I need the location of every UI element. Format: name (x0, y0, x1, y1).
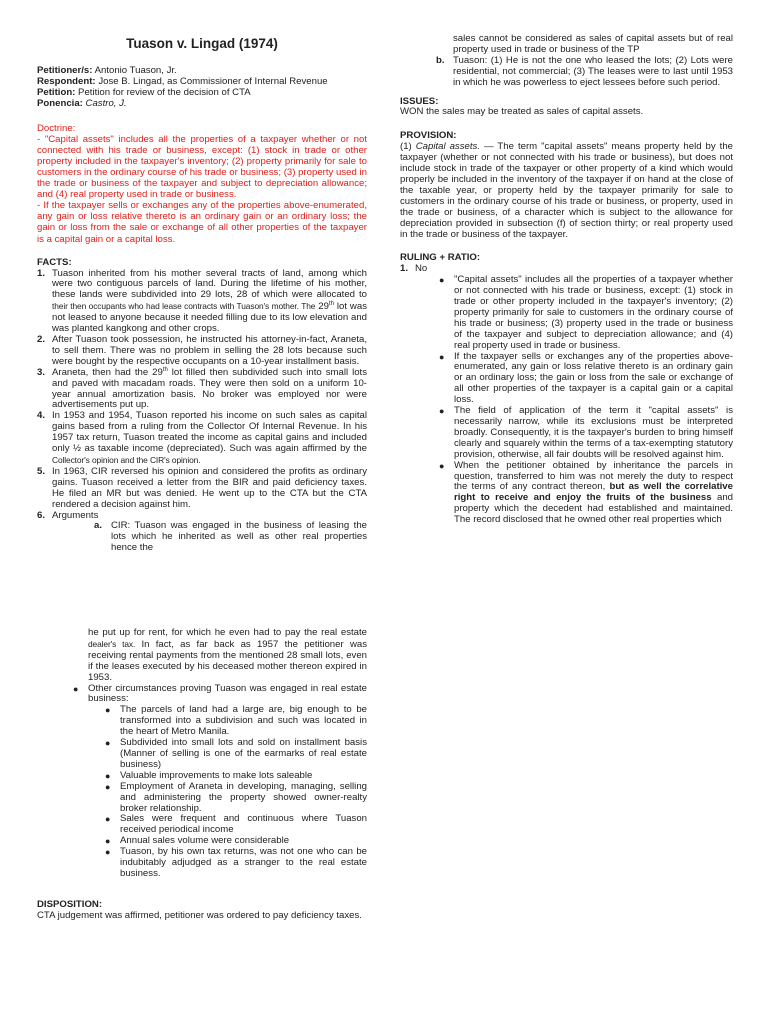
disposition-section (37, 900, 367, 922)
petition-line: Petition: Petition for review of the decision of CTA (37, 86, 251, 98)
fact-item-6: 6. Arguments a. CIR: Tuason was engaged in the business of leasing the lots which he inherited as well as other real properties hence the (37, 509, 367, 554)
petitioner-line: Petitioner/s: Antonio Tuason, Jr. (37, 65, 177, 76)
provision-text: (1) Capital assets. — The term "capital assets" means property held by the taxpayer (whether or not connected with his trade or business), but does not include stock in trade of the taxpayer or other property of a kind which would properly be included in the inventory of the taxpayer if on hand at the close of the taxable year, or property held by the taxpayer primarily for sale to customers in the ordinary course of his trade or business, or property, used in the trade or business, of a character which is subject to the allowance for depreciation provided in subsection (f) of section thirty; or real property used in the trade or business of the taxpayer. (400, 141, 734, 240)
argument-b: b. Tuason: (1) He is not the one who leased the lots; (2) Lots were residential, not commercial; (3) The leases were to last until 1953 in which he was powerless to eject lessees before such period. (436, 54, 733, 88)
argument-a-continued: sales cannot be considered as sales of capital assets but of real property used in trade or business of the TP (453, 33, 733, 55)
doctrine-para-1: - "Capital assets" includes all the properties of a taxpayer whether or not connected with his trade or business, except: (1) stock in trade or other property included in the taxpayer's inventory; (2) property primarily for sale to customers in the ordinary course of his trade or business; (3) property used in the trade or business of the taxpayer and subject to depreciation allowance; and (4) real property used in trade or business. (37, 133, 367, 201)
ruling-bullet: ● "Capital assets" includes all the properties of a taxpayer whether or not connected with his trade or business, except: (1) stock in trade or other property included in the taxpayer's inventory; (2) property primarily for sale to customers in the ordinary course of his trade or business; (3) property used in the trade or business of the taxpayer and subject to depreciation allowance; and (4) real property used in trade or business. (439, 274, 733, 351)
fact-item-1: 1. Tuason inherited from his mother several tracts of land, among which were two contiguous parcels of land. During the lifetime of his mother, these lands were subdivided into 29 lots, 28 of which were allocated to their then occupants who had lease contracts with Tuason's mother. The 29th lot was not leased to anyone because it needed filling due to its low elevation and was planted kangkong and other crops. (37, 267, 367, 335)
provision-section (400, 131, 733, 240)
issues-text: WON the sales may be treated as sales of capital assets. (400, 106, 644, 118)
respondent-line: Respondent: Jose B. Lingad, as Commissioner of Internal Revenue (37, 75, 328, 87)
issues-section (400, 97, 733, 119)
circumstance-item: ● Sales were frequent and continuous where Tuason received periodical income (105, 813, 367, 836)
ruling-item-1: 1. No ● "Capital assets" includes all the properties of a taxpayer whether or not connected with his trade or business, except: (1) stock in trade or other property included in the taxpayer's inventory; (2) property primarily for sale to customers in the ordinary course of his trade or business; (3) property used in the trade or business of the taxpayer and subject to depreciation allowance; and (4) real property used in trade or business. ● If the taxpayer sells or exchanges any of the properties above-enumerated, any gain or loss relative thereto is an ordinary gain or an ordinary loss; the gain or loss from the sale or exchange of all other properties of the taxpayer is a capital gain or a capital loss. ● The field of application of the term it "capital assets" is necessarily narrow, while its exclusions must be interpreted broadly. Consequently, it is the taxpayer's burden to bring himself clearly and squarely within the terms of a tax-exempting statutory provision, otherwise, all fair doubts will be resolved against him. ● When the petitioner obtained by inheritance the parcels in question, transferred to him was not merely the duty to respect the terms of any contract thereon, but as well the correlative right to receive and enjoy the fruits of the business and property which the decedent had established and maintained. The record disclosed that he owned other real properties which (400, 263, 733, 526)
circumstance-item: ● Tuason, by his own tax returns, was not one who can be indubitably adjudged as a stranger to the real estate business. (105, 846, 367, 879)
left-column (37, 36, 367, 554)
ruling-bullet: ● If the taxpayer sells or exchanges any of the properties above-enumerated, any gain or loss relative thereto is an ordinary gain or an ordinary loss; the gain or loss from the sale or exchange of all other properties of the taxpayer is a capital gain or a capital loss. (439, 350, 733, 406)
ruling-section (400, 253, 733, 526)
page2-left-column (37, 628, 367, 922)
fact-item-4: 4. In 1953 and 1954, Tuason reported his income on such sales as capital gains based from a ruling from the Collector Of Internal Revenue. In his 1957 tax return, Tuason treated the income as capital gains and included only ½ as taxable income (depreciated). Such was again affirmed by the Collector's opinion and the CIR's opinion. (37, 410, 367, 465)
other-circumstances-bullet: ● Other circumstances proving Tuason was engaged in real estate business: ● The parcels of land had a large are, big enough to be transformed into a subdivision and such was located in the heart of Metro Manila. ● Subdivided into small lots and sold on installment basis (Manner of selling is one of the earmarks of real estate business) ● Valuable improvements to make lots saleable ● Employment of Araneta in developing, managing, selling and administering the property showed owner-realty broker relationship. ● Sales were frequent and continuous where Tuason received periodical income ● Annual sales volume were considerable ● Tuason, by his own tax returns, was not one who can be indubitably adjudged as a stranger to the real estate business. (73, 682, 367, 879)
doctrine-label: Doctrine: (37, 122, 76, 134)
fact-item-5: 5. In 1963, CIR reversed his opinion and considered the profits as ordinary gains. Tuason received a letter from the BIR and paid deficiency taxes. He filed an MR but was denied. He went up to the CTA but the CTA rendered a decision against him. (37, 465, 367, 510)
circumstance-item: ● Subdivided into small lots and sold on installment basis (Manner of selling is one of the earmarks of real estate business) (105, 737, 367, 770)
ruling-bullets (437, 275, 733, 526)
ponencia-line: Ponencia: Castro, J. (37, 97, 127, 109)
disposition-text: CTA judgement was affirmed, petitioner was ordered to pay deficiency taxes. (37, 909, 362, 921)
ruling-bullet: ● The field of application of the term it "capital assets" is necessarily narrow, while its exclusions must be interpreted broadly. Consequently, it is the taxpayer's burden to bring himself clearly and squarely within the terms of a tax-exempting statutory provision, otherwise, all fair doubts will be resolved against him. (439, 405, 733, 460)
right-column (400, 34, 733, 526)
doctrine-para-2: - If the taxpayer sells or exchanges any of the properties above-enumerated, any gain or loss relative thereto is an ordinary gain or an ordinary loss; the gain or loss from the sale or exchange of all other properties of the taxpayer is a capital gain or a capital loss. (37, 200, 367, 245)
fact-item-3: 3. Araneta, then had the 29th lot filled then subdivided such into small lots and paved with macadam roads. They were then sold on a uniform 10-year annual amortization basis. No broker was employed nor were advertisements put up. (37, 366, 367, 411)
circumstance-item: ● Annual sales volume were considerable (105, 835, 290, 847)
ruling-label: RULING + RATIO: (400, 252, 481, 264)
ruling-bullet: ● When the petitioner obtained by inheritance the parcels in question, transferred to him was not merely the duty to respect the terms of any contract thereon, but as well the correlative right to receive and enjoy the fruits of the business and property which the decedent had established and maintained. The record disclosed that he owned other real properties which (439, 459, 733, 526)
fact-item-2: 2. After Tuason took possession, he instructed his attorney-in-fact, Araneta, to sell them. There was no problem in selling the 28 lots because such were bought by the respective occupants on a 10-year installment basis. (37, 334, 367, 367)
circumstance-item: ● Employment of Araneta in developing, managing, selling and administering the property showed owner-realty broker relationship. (105, 780, 367, 814)
argument-a: a. CIR: Tuason was engaged in the business of leasing the lots which he inherited as well as other real properties hence the (94, 520, 367, 554)
circumstance-list (103, 705, 367, 880)
facts-section (37, 258, 367, 554)
circumstance-item: ● Valuable improvements to make lots saleable (105, 769, 313, 781)
circumstance-item: ● The parcels of land had a large are, big enough to be transformed into a subdivision and such was located in the heart of Metro Manila. (105, 704, 367, 738)
doctrine-section (37, 123, 367, 245)
page-title: Tuason v. Lingad (1974) (126, 36, 278, 51)
provision-label: PROVISION: (400, 130, 457, 142)
ruling-continued: he put up for rent, for which he even had to pay the real estate dealer's tax. In fact, as far back as 1957 the petitioner was receiving rental payments from the mentioned 28 small lots, even if the leases executed by his deceased mother thereon expired in 1953. (88, 627, 367, 683)
disposition-label: DISPOSITION: (37, 898, 103, 910)
case-header (37, 66, 367, 110)
facts-label: FACTS: (37, 256, 72, 268)
issues-label: ISSUES: (400, 95, 439, 107)
